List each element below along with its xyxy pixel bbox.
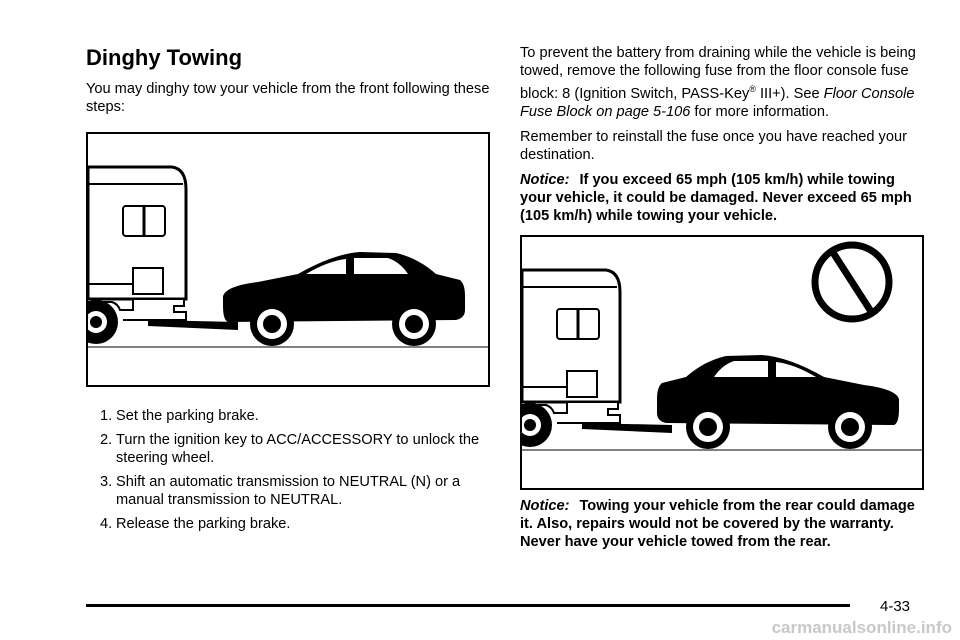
battery-text-b: III+). See	[755, 85, 824, 102]
step-number: 2.	[100, 432, 113, 448]
list-item	[86, 515, 490, 533]
step-text: Turn the ignition key to ACC/ACCESSORY to unlock the steering wheel.	[116, 432, 480, 466]
rear-tow-notice	[520, 497, 924, 551]
notice-label: Notice:	[520, 497, 570, 514]
registered-mark: ®	[749, 84, 756, 94]
reinstall-paragraph: Remember to reinstall the fuse once you have reached your destination.	[520, 128, 907, 163]
notice-text: Towing your vehicle from the rear could damage it. Also, repairs would not be covered by the warranty. Never have your vehicle towed from the rear.	[520, 497, 915, 550]
rear-tow-prohibited-illustration	[520, 235, 924, 490]
step-text: Release the parking brake.	[116, 516, 291, 532]
fuse-block-reference-link[interactable]: Floor Console Fuse Block on page 5-106	[520, 85, 915, 120]
notice-text: If you exceed 65 mph (105 km/h) while towing your vehicle, it could be damaged. Never exceed 65 mph (105 km/h) while towing your vehicle.	[520, 171, 912, 224]
front-tow-illustration	[86, 132, 490, 387]
step-number: 1.	[100, 408, 113, 424]
left-column	[86, 44, 490, 539]
motorhome-graphic	[88, 167, 186, 344]
towed-car-graphic	[223, 252, 465, 346]
step-number: 4.	[100, 516, 113, 532]
step-number: 3.	[100, 474, 113, 490]
list-item	[86, 407, 490, 425]
towing-steps-list	[86, 407, 490, 533]
right-column	[520, 44, 924, 551]
motorhome-graphic	[522, 270, 620, 447]
notice-label: Notice:	[520, 171, 570, 188]
list-item	[86, 473, 490, 509]
battery-text-a: To prevent the battery from draining while the vehicle is being towed, remove the following fuse from the floor console fuse block: 8 (Ignition Switch, PASS-Key	[520, 45, 916, 102]
step-text: Shift an automatic transmission to NEUTRAL (N) or a manual transmission to NEUTRAL.	[116, 474, 461, 508]
prohibition-icon	[815, 245, 889, 319]
step-text: Set the parking brake.	[116, 408, 259, 424]
intro-paragraph: You may dinghy tow your vehicle from the front following these steps:	[86, 81, 490, 115]
page-number: 4-33	[880, 598, 911, 615]
watermark: carmanualsonline.info	[771, 618, 952, 637]
battery-text-c: for more information.	[690, 103, 830, 120]
section-title: Dinghy Towing	[86, 45, 243, 70]
speed-notice	[520, 171, 924, 225]
battery-paragraph	[520, 44, 924, 121]
towed-car-graphic	[657, 355, 899, 449]
footer-rule	[86, 604, 850, 607]
list-item	[86, 431, 490, 467]
